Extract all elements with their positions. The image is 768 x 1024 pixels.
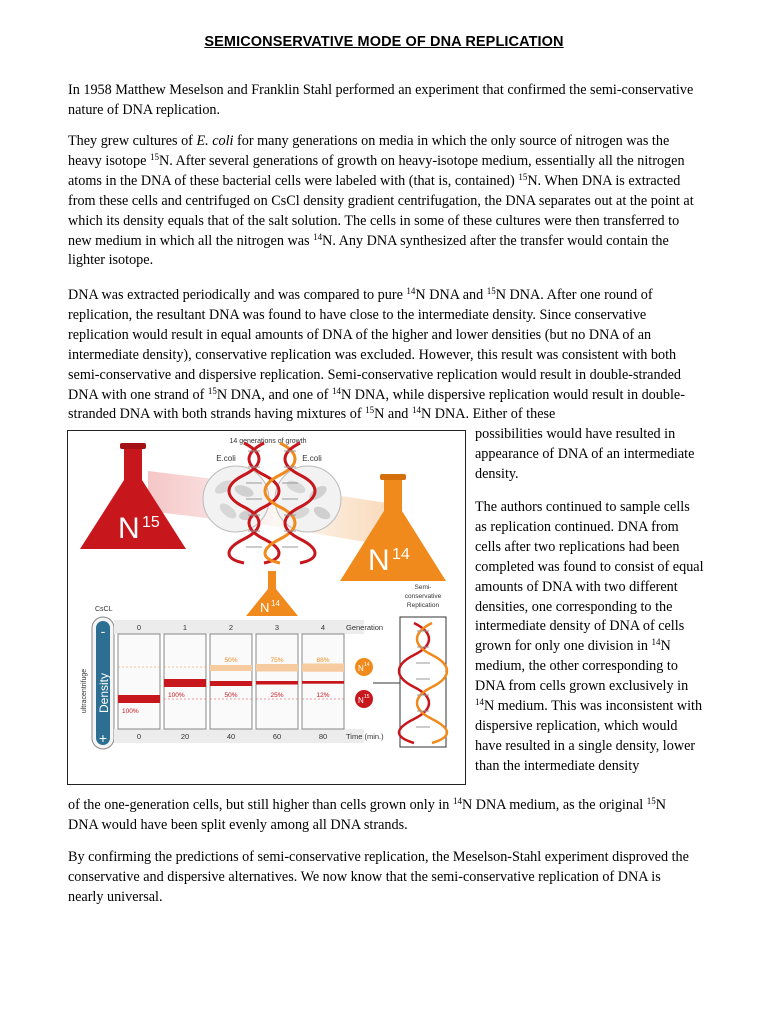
svg-text:14: 14 bbox=[364, 662, 370, 668]
generation-tick: 1 bbox=[182, 623, 188, 632]
svg-text:14: 14 bbox=[392, 546, 410, 563]
density-columns bbox=[118, 623, 344, 741]
cscl-label: CsCL bbox=[95, 606, 113, 613]
svg-text:conservative: conservative bbox=[404, 593, 442, 600]
semi-conservative-label bbox=[405, 584, 442, 609]
paragraph-conclusion: By confirming the predictions of semi-conservative replication, the Meselson-Stahl experiment disproved the conservative and dispersive alternatives. We now know that the semi-conservative replication of DNA is nearly universal. bbox=[68, 849, 689, 905]
hybrid-band bbox=[210, 681, 252, 686]
svg-text:E.coli: E.coli bbox=[216, 454, 236, 463]
light-band bbox=[210, 665, 252, 671]
generation-tick: 3 bbox=[274, 623, 280, 632]
svg-text:N: N bbox=[260, 600, 270, 615]
svg-text:-: - bbox=[100, 623, 106, 639]
time-label: Time (min.) bbox=[346, 732, 384, 741]
svg-text:N: N bbox=[118, 512, 140, 545]
paragraph-generation: of the one-generation cells, but still higher than cells grown only in $^{14}$N DNA medium, as the original $^{15}$N DNA would have been split evenly among all DNA strands. bbox=[68, 796, 667, 833]
band-label: 12% bbox=[316, 692, 330, 699]
side-text-continued: The authors continued to sample cells as replication continued. DNA from cells after two replications had been completed was found to consist of equal amounts of DNA with two different densities, one corresponding to the intermediate density of DNA of cells grown for only one division in $^{14}$N medium, the other corresponding to DNA from cells grown exclusively in $^{14}$N medium. This was inconsistent with dispersive replication, which would have resulted in a single density, lower than the intermediate density bbox=[475, 499, 704, 774]
paragraph-extraction: DNA was extracted periodically and was compared to pure $^{14}$N DNA and $^{15}$N DNA. After one round of replication, the resultant DNA was found to have close to the intermediate density. Since conservative replication would result in equal amounts of DNA of the higher and lower densities (but no DNA of an intermediate density), conservative replication was excluded. However, this result was consistent with both semi-conservative and dispersive replication. Semi-conservative replication would result in double-stranded DNA with one strand of $^{15}$N DNA, and one of $^{14}$N DNA, while dispersive replication would result in double-stranded DNA with both strands having mixtures of $^{15}$N and $^{14}$N DNA. Either of these bbox=[68, 286, 685, 423]
band-label: 100% bbox=[168, 692, 185, 699]
svg-text:N: N bbox=[358, 664, 364, 673]
generations-label: 14 generations of growth bbox=[229, 438, 307, 445]
svg-text:E.coli: E.coli bbox=[302, 454, 322, 463]
band-label: 88% bbox=[316, 657, 330, 664]
legend-n14 bbox=[355, 658, 373, 676]
band-label: 25% bbox=[270, 692, 284, 699]
paragraph-culture: They grew cultures of E. coli for many generations on media in which the only source of nitrogen was the heavy isotope $^{15}$N. After several generations of growth on heavy-isotope medium, essentially all the nitrogen atoms in the DNA of these bacterial cells were labeled with (that is, contained) $^{15}$N. When DNA is extracted from these cells and centrifuged on CsCl density gradient centrifugation, the DNA separates out at the point at which its density equals that of the salt solution. The cells in some of these cultures were then transferred to new medium in which all the nitrogen was $^{14}$N. Any DNA synthesized after the transfer would contain the lighter isotope. bbox=[68, 133, 694, 269]
generation-tick: 4 bbox=[320, 623, 326, 632]
hybrid-band bbox=[302, 681, 344, 684]
light-band bbox=[302, 663, 344, 671]
flask-small-n14 bbox=[246, 571, 298, 616]
svg-text:+: + bbox=[98, 730, 108, 746]
hybrid-band bbox=[164, 679, 206, 687]
hybrid-band bbox=[256, 681, 298, 685]
svg-text:14: 14 bbox=[271, 599, 280, 608]
ultracentrifuge-label: ultracentrifuge bbox=[81, 668, 88, 714]
legend-n15 bbox=[355, 690, 373, 708]
paragraph-intro: In 1958 Matthew Meselson and Franklin Stahl performed an experiment that confirmed the semi-conservative nature of DNA replication. bbox=[68, 82, 694, 118]
generation-label: Generation bbox=[346, 623, 384, 632]
time-tick: 0 bbox=[136, 732, 142, 741]
generation-tick: 2 bbox=[228, 623, 234, 632]
light-band bbox=[256, 664, 298, 672]
generation-tick: 0 bbox=[136, 623, 142, 632]
page-title: SEMICONSERVATIVE MODE OF DNA REPLICATION bbox=[204, 34, 564, 50]
time-tick: 40 bbox=[226, 732, 236, 741]
svg-text:N: N bbox=[358, 696, 364, 705]
time-tick: 60 bbox=[272, 732, 282, 741]
density-tube bbox=[92, 617, 114, 749]
band-label: 75% bbox=[270, 657, 284, 664]
svg-text:15: 15 bbox=[142, 514, 160, 531]
band-label: 50% bbox=[224, 657, 238, 664]
svg-text:N: N bbox=[368, 544, 390, 577]
time-tick: 80 bbox=[318, 732, 328, 741]
svg-text:15: 15 bbox=[364, 694, 370, 700]
svg-text:Density: Density bbox=[97, 672, 111, 714]
time-tick: 20 bbox=[180, 732, 190, 741]
ecoli-italic: E. coli bbox=[196, 133, 234, 149]
svg-text:Replication: Replication bbox=[406, 602, 440, 609]
side-text-possibilities: possibilities would have resulted in appearance of DNA of an intermediate density. bbox=[475, 426, 695, 482]
band-label: 50% bbox=[224, 692, 238, 699]
heavy-band bbox=[118, 695, 160, 703]
meselson-stahl-figure bbox=[67, 430, 466, 785]
svg-text:Semi-: Semi- bbox=[414, 584, 432, 591]
band-label: 100% bbox=[122, 708, 139, 715]
